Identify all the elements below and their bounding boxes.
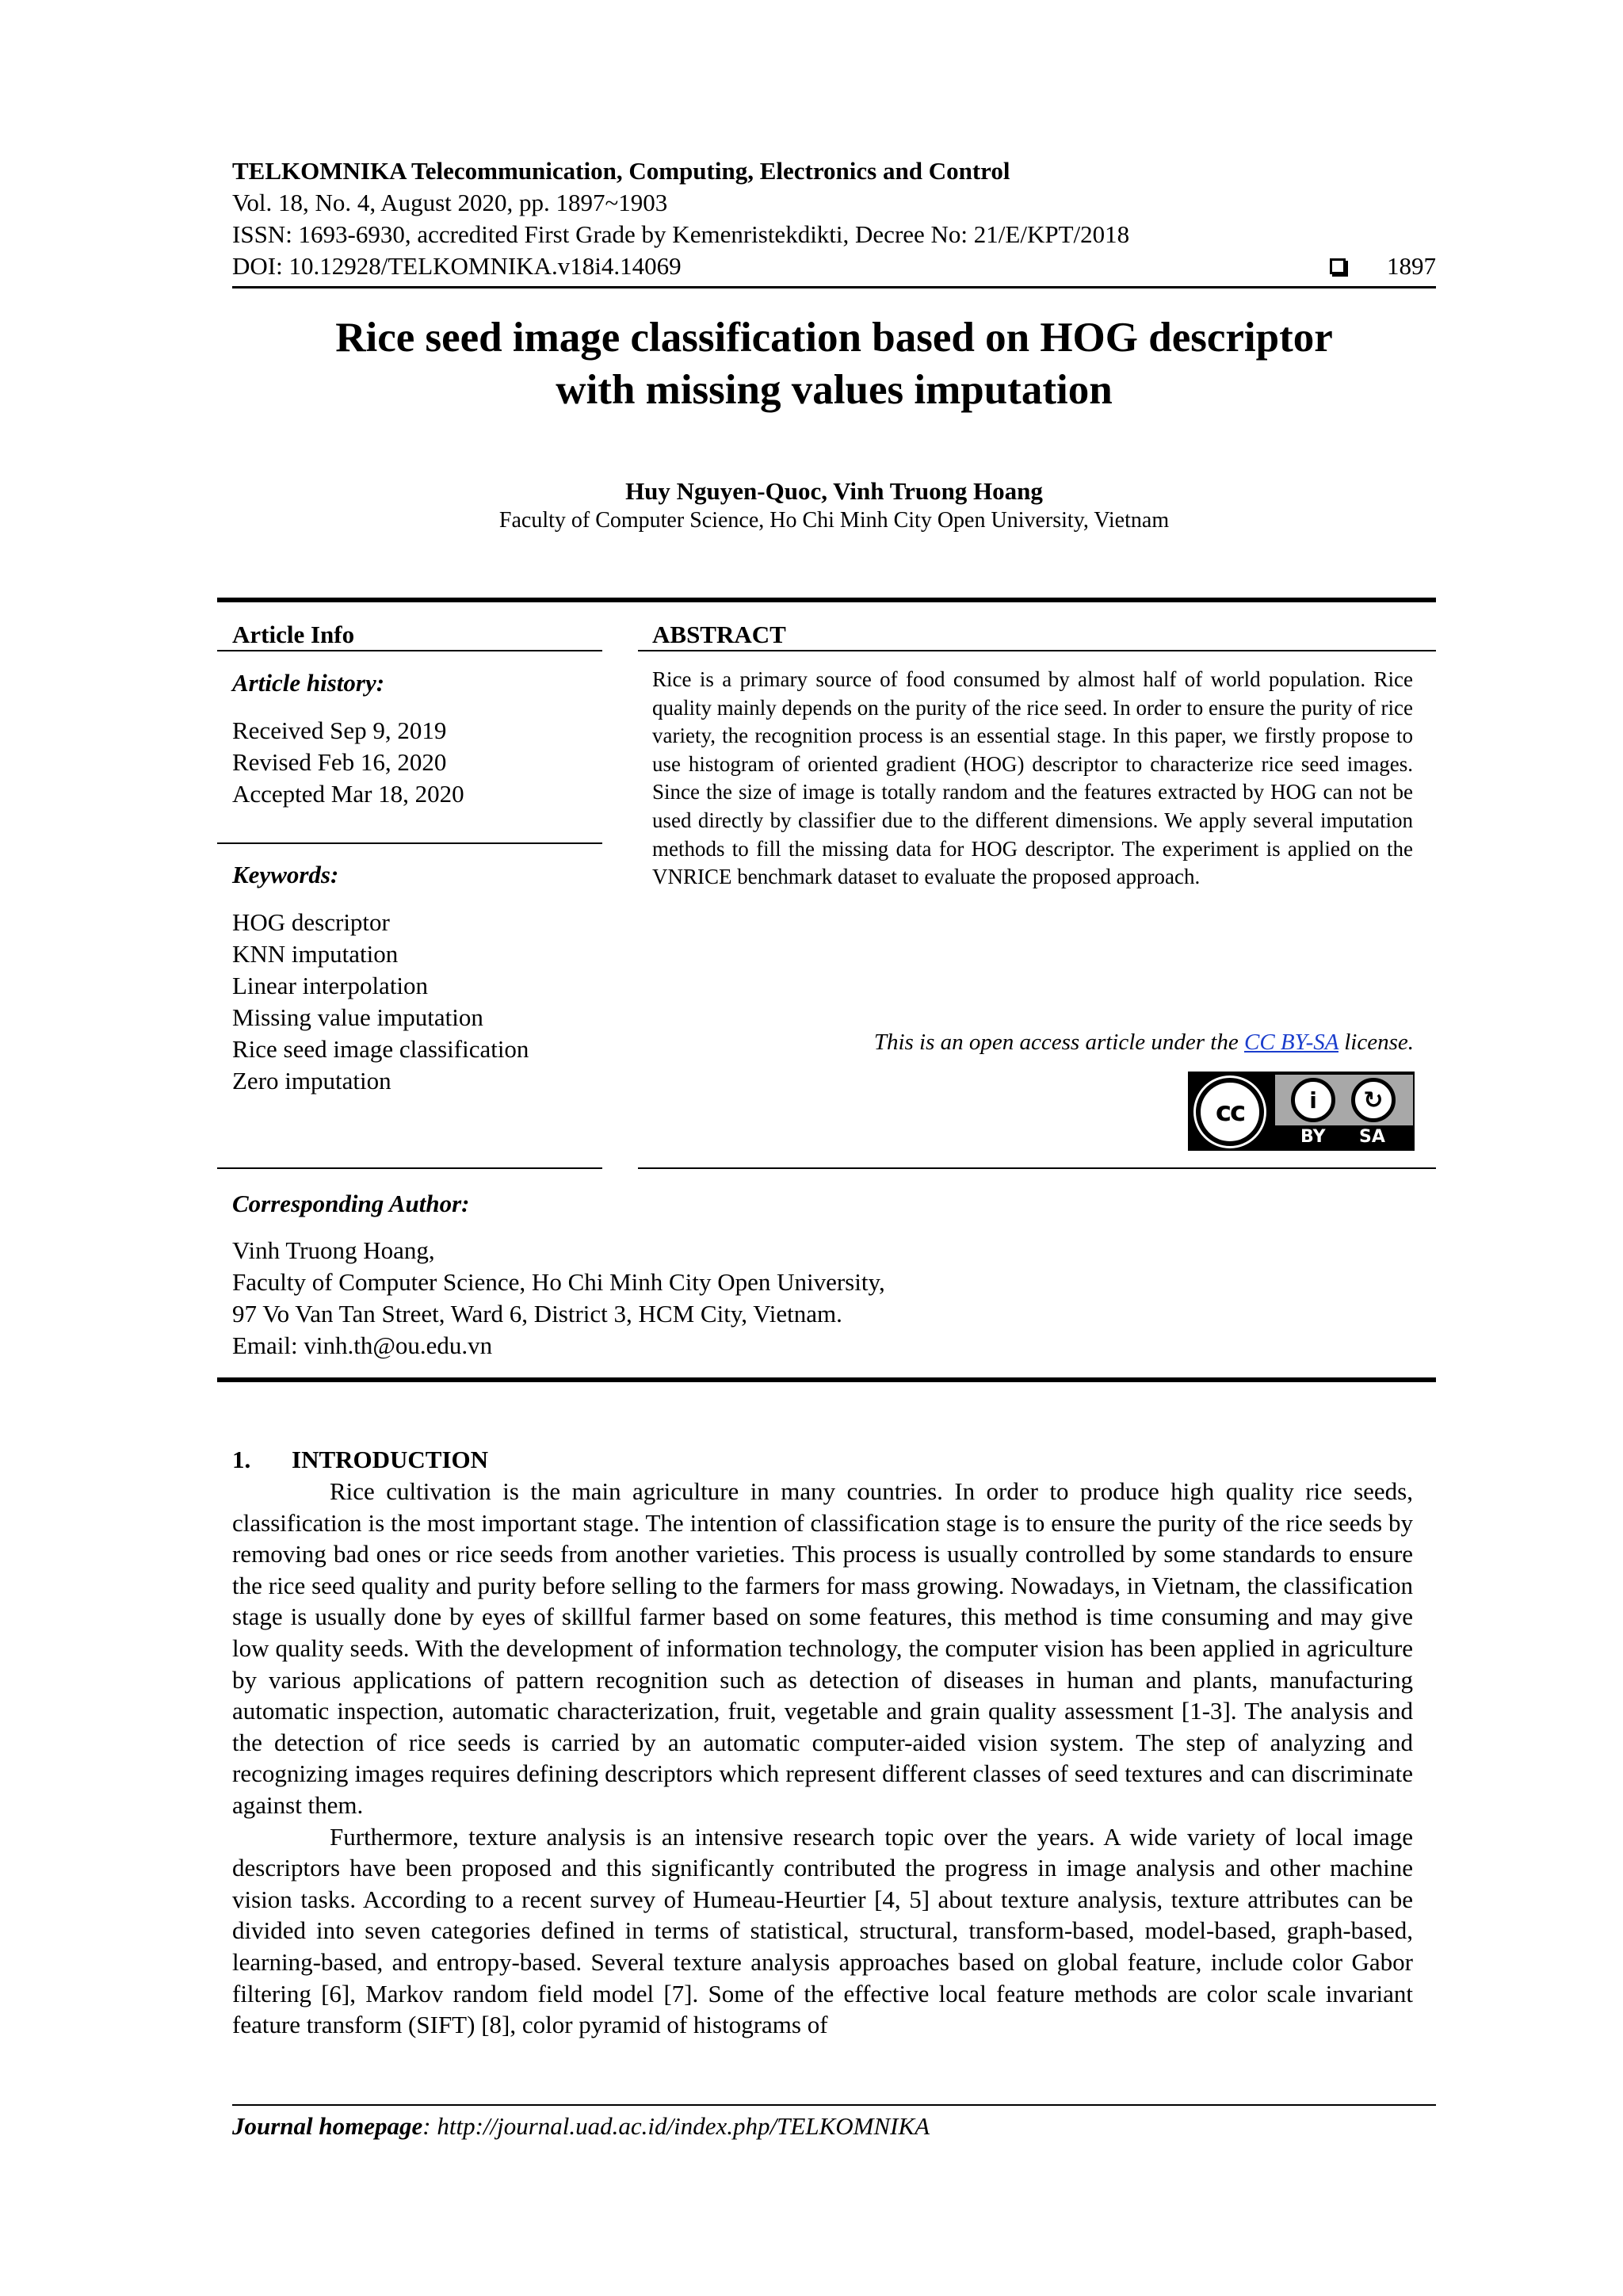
- keyword-item: Missing value imputation: [232, 1003, 483, 1031]
- introduction-heading: [232, 1444, 488, 1476]
- article-info-rule: [217, 650, 602, 651]
- page-number: 1897: [1387, 252, 1436, 280]
- keyword-item: Rice seed image classification: [232, 1035, 529, 1063]
- info-bottom-rule: [217, 1377, 1436, 1382]
- corresponding-name: Vinh Truong Hoang,: [232, 1236, 435, 1264]
- page-number-block: [1330, 250, 1436, 282]
- history-rule: [217, 842, 602, 844]
- homepage-url[interactable]: http://journal.uad.ac.id/index.php/TELKOMNIKA: [437, 2112, 930, 2140]
- cc-by-sa-badge[interactable]: [1188, 1072, 1415, 1151]
- square-box-icon: [1330, 258, 1346, 274]
- paper-title: [232, 311, 1436, 416]
- badge-by-label: BY: [1300, 1127, 1326, 1147]
- issn-info: ISSN: 1693-6930, accredited First Grade by Kemenristekdikti, Decree No: 21/E/KPT/2018: [232, 220, 1130, 248]
- affiliation: Faculty of Computer Science, Ho Chi Minh City Open University, Vietnam: [498, 508, 1170, 533]
- history-received: Received Sep 9, 2019: [232, 716, 447, 744]
- section-number: 1.: [232, 1446, 251, 1473]
- journal-name: TELKOMNIKA Telecommunication, Computing, Electronics and Control: [232, 157, 1010, 185]
- corresponding-email: Email: vinh.th@ou.edu.vn: [232, 1331, 493, 1359]
- corresponding-heading: Corresponding Author:: [232, 1190, 470, 1217]
- doi-info: DOI: 10.12928/TELKOMNIKA.v18i4.14069: [232, 252, 682, 280]
- abstract-heading: ABSTRACT: [652, 621, 786, 648]
- article-history-heading: Article history:: [232, 669, 385, 697]
- abstract-rule: [638, 650, 1436, 651]
- intro-paragraph-1: Rice cultivation is the main agriculture in many countries. In order to produce high quality rice seeds, classification is the most important stage. The intention of classification stage is to ensure the purity of the rice seeds by removing bad ones or rice seeds from another varieties. This process is usually controlled by some standards to ensure the rice seed quality and purity before selling to the farmers for mass growing. Nowadays, in Vietnam, the classification stage is usually done by eyes of skillful farmer based on some features, this method is time consuming and may give low quality seeds. With the development of information technology, the computer vision has been applied in agriculture by various applications of pattern recognition such as detection of diseases in human and plants, manufacturing automatic inspection, automatic characterization, fruit, vegetable and grain quality assessment [1-3]. The analysis and the detection of rice seeds is carried by an automatic computer-aided vision system. The step of analyzing and recognizing images requires defining descriptors which represent different classes of seed textures and can discriminate against them.: [232, 1477, 1413, 1819]
- corresponding-address: 97 Vo Van Tan Street, Ward 6, District 3, HCM City, Vietnam.: [232, 1300, 842, 1328]
- intro-paragraph-2: Furthermore, texture analysis is an intensive research topic over the years. A wide variety of local image descriptors have been proposed and this significantly contributed the progress in image analysis and other machine vision tasks. According to a recent survey of Humeau-Heurtier [4, 5] about texture analysis, texture attributes can be divided into seven categories defined in terms of statistical, structural, transform-based, model-based, graph-based, learning-based, and entropy-based. Several texture analysis approaches based on global feature, include color Gabor filtering [6], Markov random field model [7]. Some of the effective local feature methods are color scale invariant feature transform (SIFT) [8], color pyramid of histograms of: [232, 1822, 1413, 2039]
- share-alike-icon: ↻: [1351, 1078, 1396, 1122]
- homepage-separator: :: [422, 2112, 437, 2140]
- abstract-bottom-rule: [638, 1167, 1436, 1169]
- abstract-text: Rice is a primary source of food consumed by almost half of world population. Rice quality mainly depends on the purity of the rice seed. In order to ensure the purity of rice variety, the recognition process is an essential stage. In this paper, we firstly propose to use histogram of oriented gradient (HOG) descriptor to characterize rice seed images. Since the size of image is totally random and the features extracted by HOG can not be used directly by classifier due to the different dimensions. We apply several imputation methods to fill the missing data for HOG descriptor. The experiment is applied on the VNRICE benchmark dataset to evaluate the proposed approach.: [652, 667, 1413, 889]
- homepage-label: Journal homepage: [232, 2112, 423, 2140]
- cc-logo-icon: [1196, 1078, 1264, 1146]
- cc-by-sa-link[interactable]: CC BY-SA: [1244, 1030, 1338, 1055]
- section-title: INTRODUCTION: [292, 1446, 489, 1473]
- badge-sa-label: SA: [1359, 1127, 1385, 1147]
- open-access-suffix: license.: [1338, 1030, 1414, 1055]
- keywords-rule: [217, 1167, 602, 1169]
- corresponding-faculty: Faculty of Computer Science, Ho Chi Minh City Open University,: [232, 1268, 885, 1296]
- header-rule: [232, 286, 1436, 288]
- keyword-item: Linear interpolation: [232, 972, 429, 999]
- article-info-heading: Article Info: [232, 621, 355, 648]
- info-top-rule: [217, 598, 1436, 602]
- open-access-line: [874, 1027, 1414, 1057]
- introduction-body: [232, 1476, 1413, 2041]
- title-line-1: Rice seed image classification based on HOG descriptor: [335, 315, 1333, 361]
- cc-logo-text: cc: [1215, 1096, 1245, 1128]
- keyword-item: KNN imputation: [232, 940, 399, 968]
- history-accepted: Accepted Mar 18, 2020: [232, 780, 464, 808]
- history-revised: Revised Feb 16, 2020: [232, 748, 447, 776]
- journal-homepage: [232, 2111, 930, 2142]
- by-person-icon: i: [1291, 1078, 1335, 1122]
- footer-rule: [232, 2104, 1436, 2106]
- title-line-2: with missing values imputation: [556, 367, 1113, 413]
- keyword-item: HOG descriptor: [232, 908, 390, 936]
- keywords-heading: Keywords:: [232, 861, 339, 888]
- volume-info: Vol. 18, No. 4, August 2020, pp. 1897~1903: [232, 189, 668, 216]
- authors: Huy Nguyen-Quoc, Vinh Truong Hoang: [625, 477, 1043, 505]
- keyword-item: Zero imputation: [232, 1067, 391, 1095]
- open-access-prefix: This is an open access article under the: [873, 1030, 1244, 1055]
